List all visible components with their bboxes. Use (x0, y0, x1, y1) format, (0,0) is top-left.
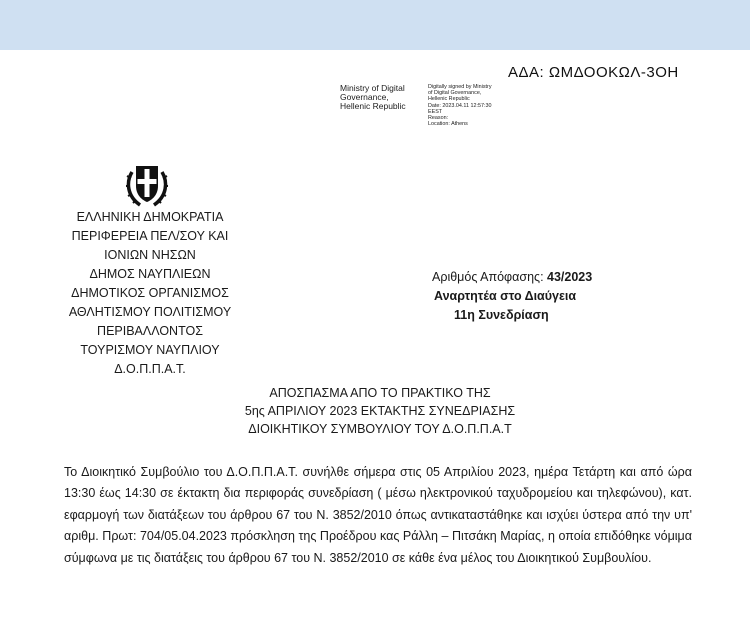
session-number: 11η Συνεδρίαση (454, 308, 549, 322)
authority-line: ΠΕΡΙΒΑΛΛΟΝΤΟΣ (97, 324, 203, 338)
authority-line: ΑΘΛΗΤΙΣΜΟΥ ΠΟΛΙΤΙΣΜΟΥ (68, 305, 232, 319)
authority-line: ΠΕΡΙΦΕΡΕΙΑ ΠΕΛ/ΣΟΥ ΚΑΙ (71, 229, 229, 243)
signature-detail-line: Hellenic Republic (428, 96, 470, 103)
signature-detail-line: Location: Athens (428, 121, 468, 128)
top-banner (0, 0, 750, 50)
issuing-authority (40, 208, 260, 379)
authority-line: Δ.Ο.Π.Π.Α.Τ. (114, 362, 186, 376)
decision-number: 43/2023 (547, 270, 593, 284)
excerpt-title-line: ΔΙΟΙΚΗΤΙΚΟΥ ΣΥΜΒΟΥΛΙΟΥ ΤΟΥ Δ.Ο.Π.Π.Α.Τ (248, 422, 512, 436)
signature-org-line: Governance, (340, 92, 389, 102)
authority-line: ΔΗΜΟΣ ΝΑΥΠΛΙΕΩΝ (89, 267, 211, 281)
diavgeia-posting-note: Αναρτητέα στο Διαύγεια (434, 289, 577, 303)
authority-line: ΙΟΝΙΩΝ ΝΗΣΩΝ (104, 248, 196, 262)
excerpt-title (160, 384, 600, 438)
body-paragraph: Το Διοικητικό Συμβούλιο του Δ.Ο.Π.Π.Α.Τ. συνήλθε σήμερα στις 05 Απριλίου 2023, ημέρα Τετάρτη και από ώρα 13:30 έως 14:30 σε έκτακτη δια περιφοράς συνεδρίαση ( μέσω ηλεκτρονικού ταχυδρομείου και τηλεφώνου), κατ. εφαρμογή των διατάξεων του άρθρου 67 του Ν. 3852/2010 όπως αντικαταστάθηκε και ισχύει ύστερα από την υπ' αριθμ. Πρωτ: 704/05.04.2023 πρόσκληση της Προέδρου κας Ράλλη – Πιτσάκη Μαρίας, η οποία επιδόθηκε νόμιμα σύμφωνα με τις διατάξεις του άρθρου 67 του Ν. 3852/2010 σε κάθε ένα μέλος του Διοικητικού Συμβουλίου. (64, 465, 692, 565)
authority-line: ΕΛΛΗΝΙΚΗ ΔΗΜΟΚΡΑΤΙΑ (76, 210, 224, 224)
signature-org-line: Hellenic Republic (340, 101, 406, 111)
signature-organization (340, 84, 430, 111)
decision-label: Αριθμός Απόφασης: (432, 270, 548, 284)
signature-detail-line: Reason: (428, 115, 449, 122)
signature-detail-line: EEST (428, 108, 443, 115)
coat-of-arms-icon (122, 160, 172, 210)
signature-detail-line: Digitally signed by Ministry (428, 84, 492, 90)
excerpt-title-line: 5ης ΑΠΡΙΛΙΟΥ 2023 ΕΚΤΑΚΤΗΣ ΣΥΝΕΔΡΙΑΣΗΣ (244, 404, 516, 418)
signature-details (428, 84, 528, 127)
authority-line: ΔΗΜΟΤΙΚΟΣ ΟΡΓΑΝΙΣΜΟΣ (71, 286, 229, 300)
signature-detail-line: of Digital Governance, (428, 90, 482, 97)
decision-info (432, 268, 672, 325)
signature-org-line: Ministry of Digital (340, 83, 405, 93)
decision-number-line (432, 268, 672, 287)
signature-detail-line: Date: 2023.04.11 12:57:30 (428, 102, 492, 109)
authority-line: ΤΟΥΡΙΣΜΟΥ ΝΑΥΠΛΙΟΥ (80, 343, 220, 357)
excerpt-title-line: ΑΠΟΣΠΑΣΜΑ ΑΠΟ ΤΟ ΠΡΑΚΤΙΚΟ ΤΗΣ (269, 386, 491, 400)
ada-code: ΑΔΑ: ΩΜΔΟΟΚΩΛ-3ΟΗ (508, 64, 679, 81)
